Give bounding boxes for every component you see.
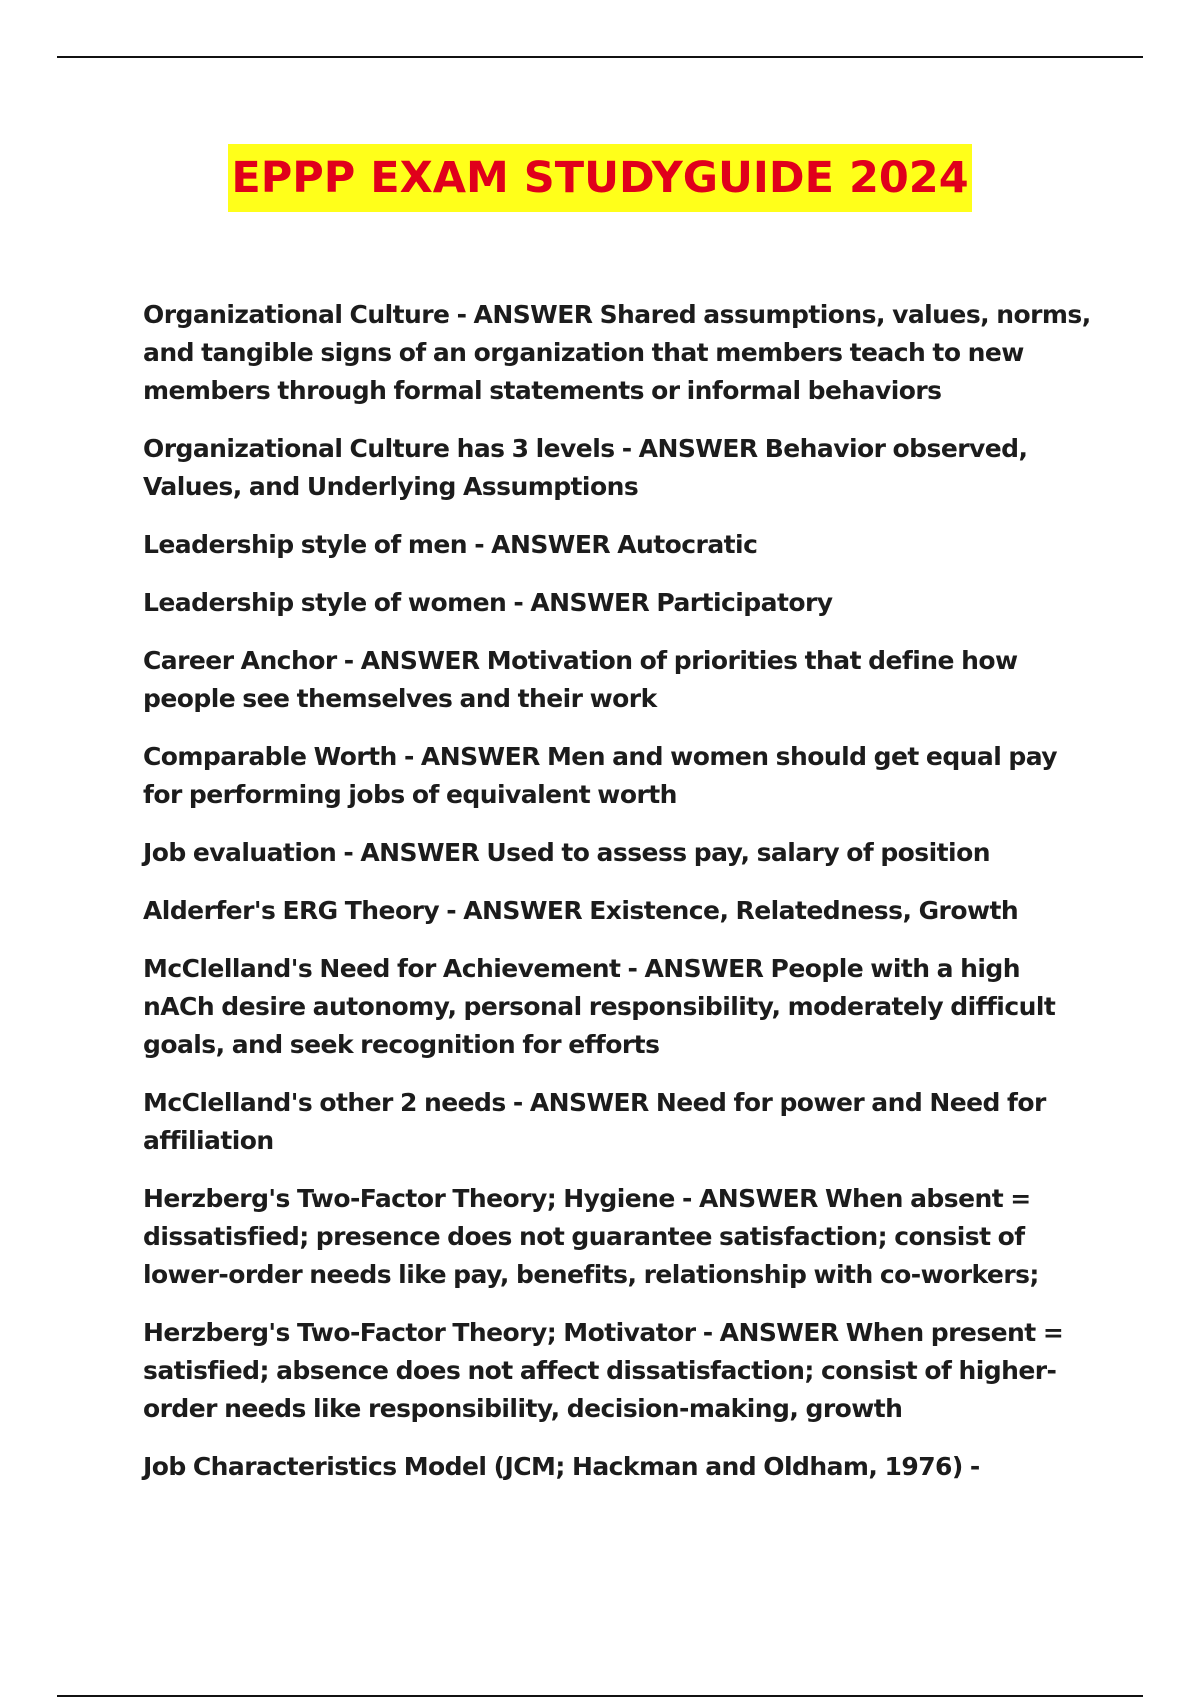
qa-entry: McClelland's other 2 needs - ANSWER Need for power and Need for affiliation (143, 1088, 1046, 1155)
qa-entry: Herzberg's Two-Factor Theory; Motivator - ANSWER When present = satisfied; absence does not affect dissatisfaction; consist of higher-order needs like responsibility, decision-making, growth (143, 1318, 1064, 1423)
qa-entry-list (143, 296, 1093, 1506)
document-title: EPPP EXAM STUDYGUIDE 2024 (228, 144, 971, 212)
bottom-rule (57, 1695, 1143, 1697)
top-rule (57, 56, 1143, 58)
qa-entry: Alderfer's ERG Theory - ANSWER Existence, Relatedness, Growth (143, 896, 1019, 925)
qa-entry: Organizational Culture - ANSWER Shared assumptions, values, norms, and tangible signs of an organization that members teach to new members through formal statements or informal behaviors (143, 300, 1091, 405)
title-container (0, 144, 1200, 212)
qa-entry: Herzberg's Two-Factor Theory; Hygiene - ANSWER When absent = dissatisfied; presence does not guarantee satisfaction; consist of lower-order needs like pay, benefits, relationship with co-workers; (143, 1184, 1039, 1289)
qa-entry: McClelland's Need for Achievement - ANSWER People with a high nACh desire autonomy, personal responsibility, moderately difficult goals, and seek recognition for efforts (143, 954, 1056, 1059)
qa-entry: Leadership style of women - ANSWER Participatory (143, 588, 833, 617)
qa-entry: Job evaluation - ANSWER Used to assess pay, salary of position (143, 838, 990, 867)
qa-entry: Comparable Worth - ANSWER Men and women should get equal pay for performing jobs of equivalent worth (143, 742, 1058, 809)
qa-entry: Career Anchor - ANSWER Motivation of priorities that define how people see themselves and their work (143, 646, 1018, 713)
qa-entry: Job Characteristics Model (JCM; Hackman and Oldham, 1976) - (143, 1452, 980, 1481)
qa-entry: Leadership style of men - ANSWER Autocratic (143, 530, 758, 559)
qa-entry: Organizational Culture has 3 levels - ANSWER Behavior observed, Values, and Underlying Assumptions (143, 434, 1028, 501)
